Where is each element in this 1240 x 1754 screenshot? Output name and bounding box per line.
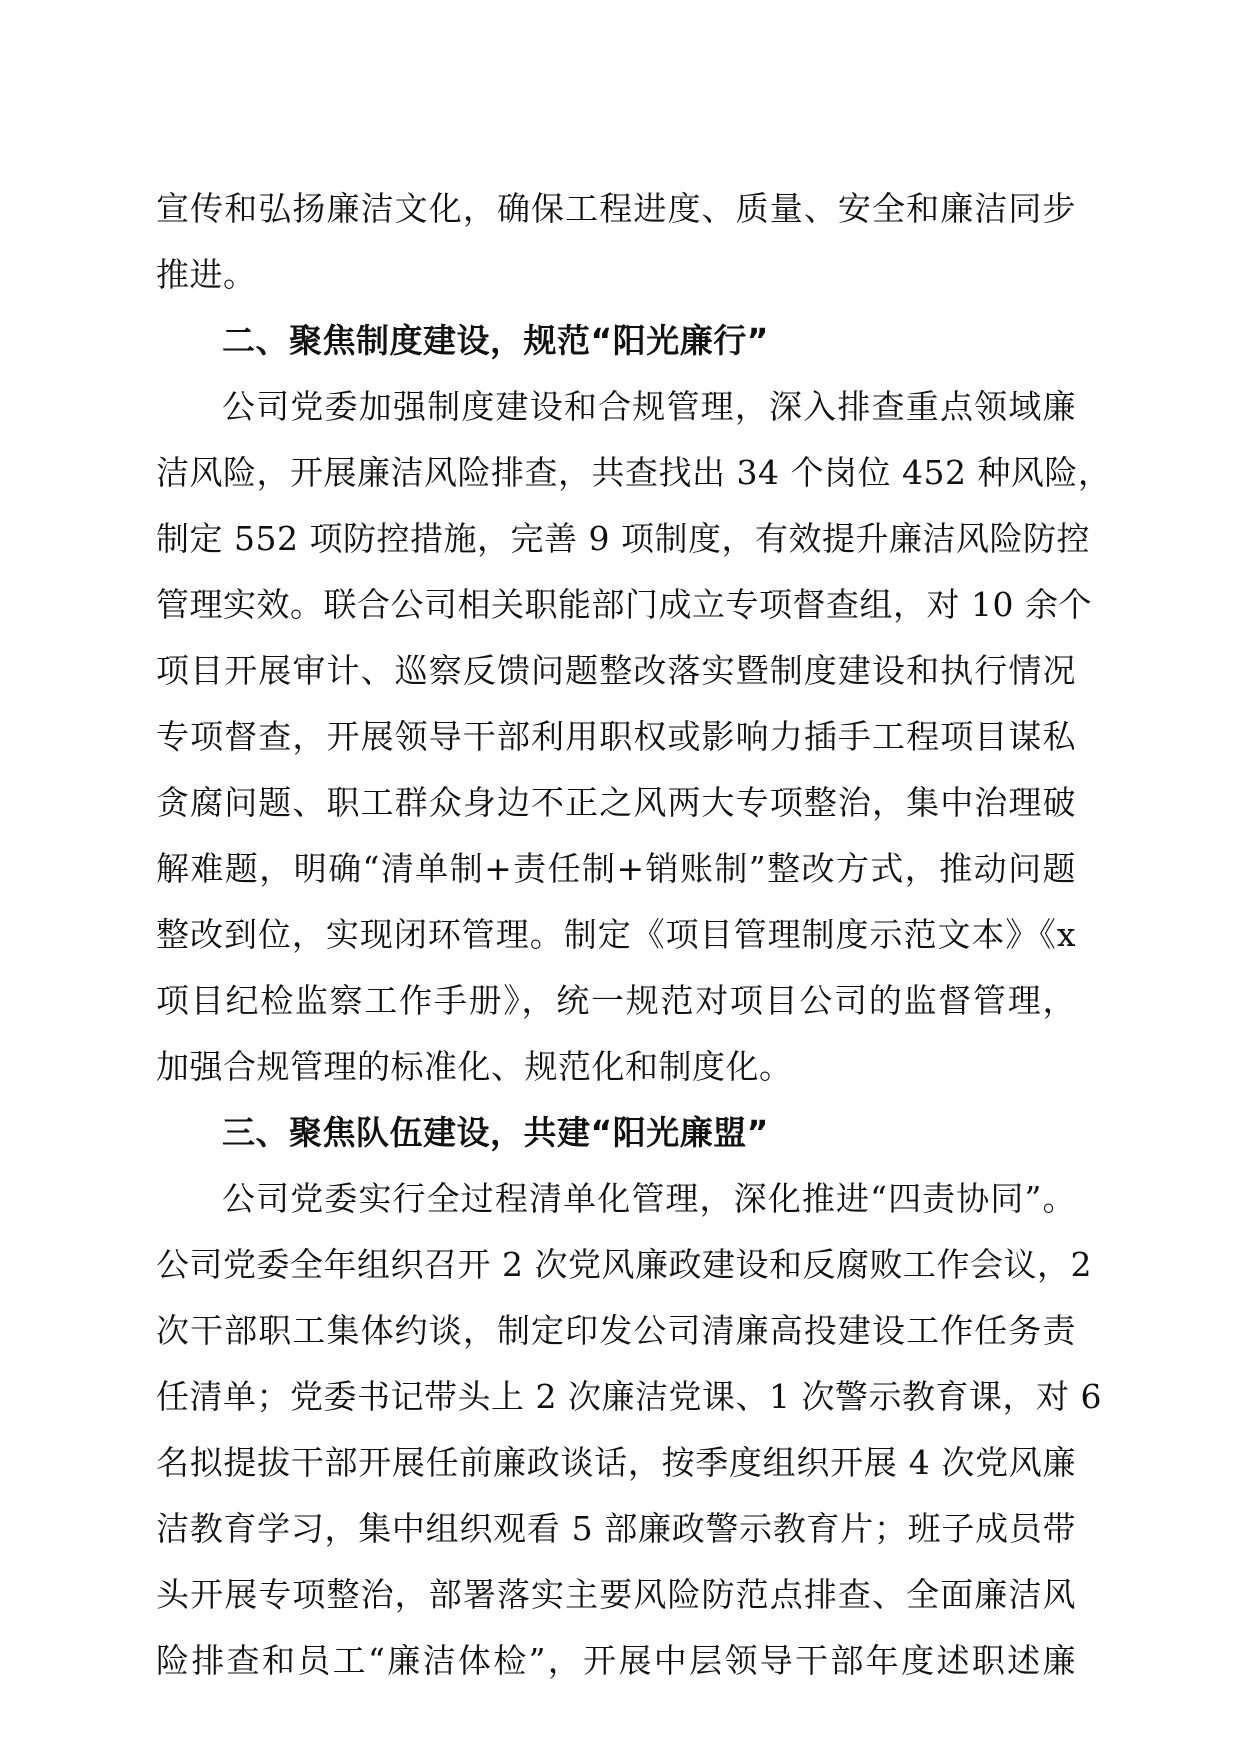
body-line: 公司党委实行全过程清单化管理，深化推进“四责协同”。 — [222, 1179, 1076, 1218]
body-line: 公司党委全年组织召开 2 次党风廉政建设和反腐败工作会议，2 — [156, 1245, 1092, 1284]
body-line: 险排查和员工“廉洁体检”，开展中层领导干部年度述职述廉 — [156, 1641, 1076, 1680]
document-body — [156, 176, 1112, 1694]
body-line: 项目纪检监察工作手册》，统一规范对项目公司的监督管理， — [156, 981, 1076, 1020]
body-line: 宣传和弘扬廉洁文化，确保工程进度、质量、安全和廉洁同步 — [156, 189, 1076, 228]
body-line: 推进。 — [156, 255, 257, 294]
body-line: 整改到位，实现闭环管理。制定《项目管理制度示范文本》《x — [156, 915, 1076, 954]
body-line: 洁风险，开展廉洁风险排查，共查找出 34 个岗位 452 种风险， — [156, 453, 1112, 492]
body-line: 加强合规管理的标准化、规范化和制度化。 — [156, 1047, 793, 1086]
body-line: 管理实效。联合公司相关职能部门成立专项督查组，对 10 余个 — [156, 585, 1092, 624]
body-line: 洁教育学习，集中组织观看 5 部廉政警示教育片；班子成员带 — [156, 1509, 1076, 1548]
body-line: 解难题，明确“清单制+责任制+销账制”整改方式，推动问题 — [156, 849, 1076, 888]
body-line: 贪腐问题、职工群众身边不正之风两大专项整治，集中治理破 — [156, 783, 1076, 822]
body-line: 项目开展审计、巡察反馈问题整改落实暨制度建设和执行情况 — [156, 651, 1076, 690]
body-line: 头开展专项整治，部署落实主要风险防范点排查、全面廉洁风 — [156, 1575, 1076, 1614]
section-heading: 二、聚焦制度建设，规范“阳光廉行” — [222, 321, 769, 360]
body-line: 公司党委加强制度建设和合规管理，深入排查重点领域廉 — [222, 387, 1076, 426]
body-line: 任清单；党委书记带头上 2 次廉洁党课、1 次警示教育课，对 6 — [156, 1377, 1102, 1416]
section-heading: 三、聚焦队伍建设，共建“阳光廉盟” — [222, 1113, 769, 1152]
body-line: 制定 552 项防控措施，完善 9 项制度，有效提升廉洁风险防控 — [156, 519, 1090, 558]
body-line: 专项督查，开展领导干部利用职权或影响力插手工程项目谋私 — [156, 717, 1076, 756]
body-line: 名拟提拔干部开展任前廉政谈话，按季度组织开展 4 次党风廉 — [156, 1443, 1076, 1482]
body-line: 次干部职工集体约谈，制定印发公司清廉高投建设工作任务责 — [156, 1311, 1076, 1350]
